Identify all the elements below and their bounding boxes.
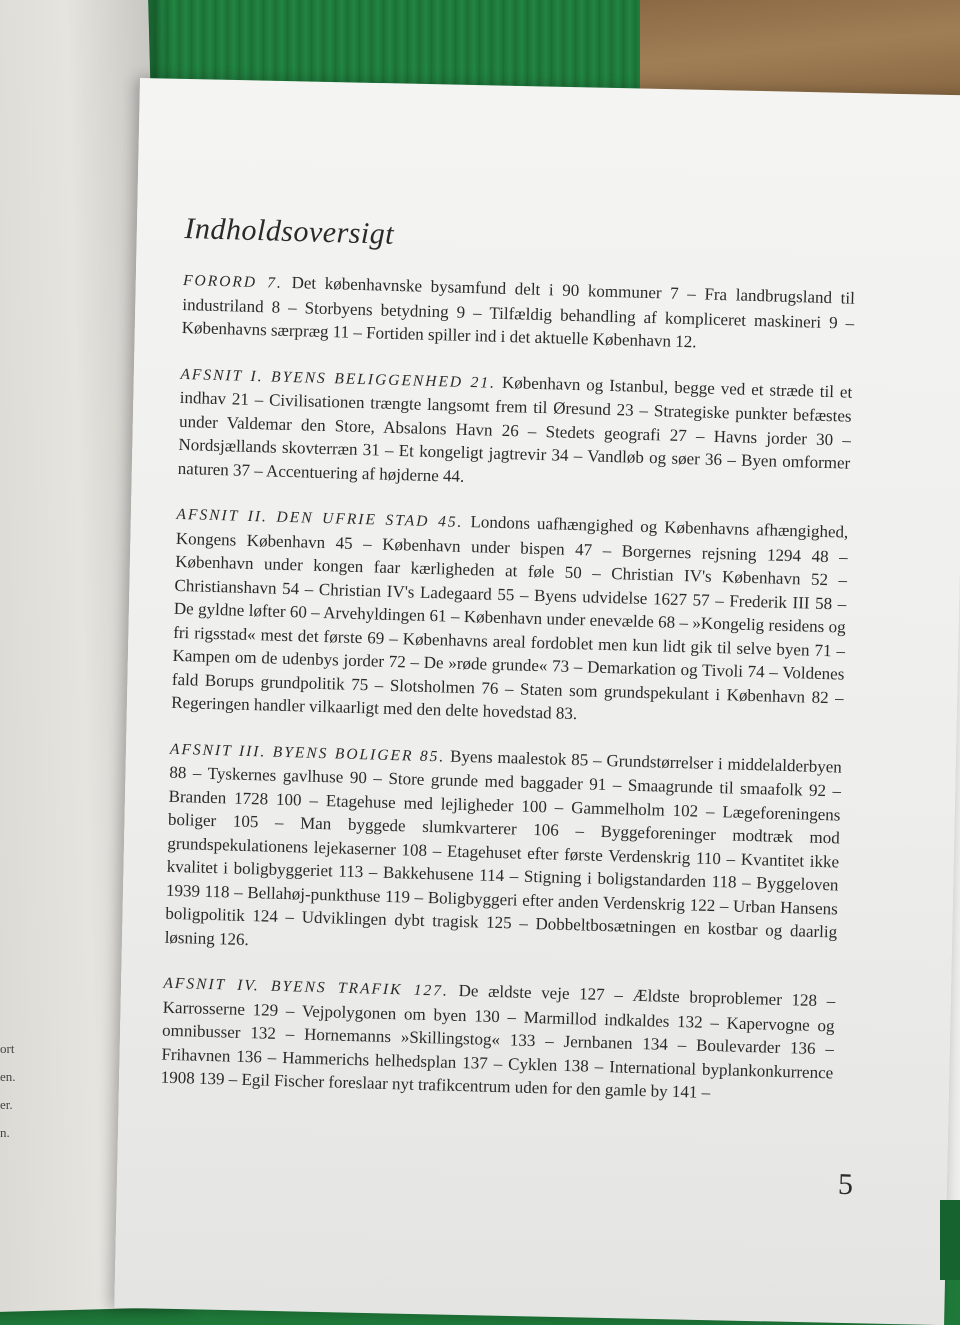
section-heading: AFSNIT II. DEN UFRIE STAD 45. [176, 505, 464, 531]
section-heading: AFSNIT III. BYENS BOLIGER 85. [169, 740, 446, 765]
section-heading: AFSNIT IV. BYENS TRAFIK 127. [163, 974, 450, 1000]
page-number: 5 [837, 1167, 854, 1202]
section-text: Londons uafhængighed og Københavns afhængighed, Kongens København 45 – København under bispen 47 – Borgernes rejsning 1294 48 – København under kongen faar kærligheden at føle 50 – Christian IV's København 52 – Christianshavn 54 – Christian IV's Ladegaard 55 – Byens udvidelse 1627 57 – Frederik III 58 – De gyldne løfter 60 – Arvehyldingen 61 – København under enevælde 68 – »Kongelig residens og fri rigsstad« mest det første 69 – Københavns areal fordoblet men kun lidt gik til selve byen 71 – Kampen om de udenbys jorder 72 – De »røde grunde« 73 – Demarkation og Tivoli 74 – Voldenes fald Borups grundpolitik 75 – Slotsholmen 76 – Staten som grundspekulant i København 82 – Regeringen handler vilkaarligt med den delte hovedstad 83. [171, 512, 849, 724]
toc-section-forord [181, 268, 855, 358]
section-heading: FORORD 7. [182, 271, 284, 292]
section-text: Byens maalestok 85 – Grundstørrelser i middelalderbyen 88 – Tyskernes gavlhuse 90 – Store grunde med baggader 91 – Smaagrunde til smaafolk 92 – Branden 1728 100 – Etagehuse med lejligheder 100 – Gammelholm 102 – Lægeforeningens boliger 105 – Man byggede slumkvarterer 106 – Byggeforeninger modtræk mod grundspekulationens lejekaserner 108 – Etagehuset efter første Verdenskrig 110 – Kvantitet ikke kvalitet i boligbyggeriet 113 – Bakkehusene 114 – Stigning i boligstandarden 118 – Byggeloven 1939 118 – Bellahøj-punkthuse 119 – Boligbyggeri efter anden Verdenskrig 122 – Urban Hansens boligpolitik 124 – Udviklingen dybt tragisk 125 – Dobbeltbosætningen en kostbar og daarlig løsning 126. [164, 746, 843, 949]
left-fragment: en. [0, 1069, 16, 1084]
left-page-text-fragments [0, 1035, 40, 1147]
table-corner [940, 1200, 960, 1280]
toc-section-2 [171, 502, 849, 733]
toc-section-3 [164, 736, 842, 967]
section-text: Det københavnske bysamfund delt i 90 kommuner 7 – Fra landbrugsland til industriland 8 – Storbyens betydning 9 – Tilfældig behandling af kompliceret maskineri 9 – Københavns særpræg 11 – Fortiden spiller ind i det aktuelle København 12. [181, 273, 856, 352]
toc-section-4 [160, 971, 835, 1108]
left-fragment: er. [0, 1097, 13, 1112]
section-text: København og Istanbul, begge ved et stræde til et indhav 21 – Civilisationen trængte langsomt frem til Øresund 23 – Strategiske punkter befæstes under Valdemar den Store, Absalons Havn 26 – Stedets geografi 27 – Havns jorder 30 – Nordsjællands skovterræn 31 – Et kongeligt jagtrevir 34 – Vandløb og søer 36 – Byen omformer naturen 37 – Accentuering af højderne 44. [177, 372, 853, 486]
left-fragment: n. [0, 1125, 10, 1140]
section-text: De ældste veje 127 – Ældste broproblemer 128 – Karrosserne 129 – Vejpolygonen om byen 130 – Marmillod indkaldes 132 – Kapervogne og omnibusser 132 – Hornemanns »Skillingstog« 133 – Jernbanen 134 – Boulevarder 136 – Frihavnen 136 – Hammerichs helhedsplan 137 – Cyklen 138 – International byplankonkurrence 1908 139 – Egil Fischer foreslaar nyt trafikcentrum uden for den gamle by 141 – [160, 980, 836, 1103]
page-title: Indholdsoversigt [184, 212, 395, 251]
left-fragment: ort [0, 1041, 15, 1056]
table-of-contents [160, 212, 857, 1130]
toc-section-1 [178, 361, 853, 498]
section-heading: AFSNIT I. BYENS BELIGGENHED 21. [180, 365, 497, 392]
